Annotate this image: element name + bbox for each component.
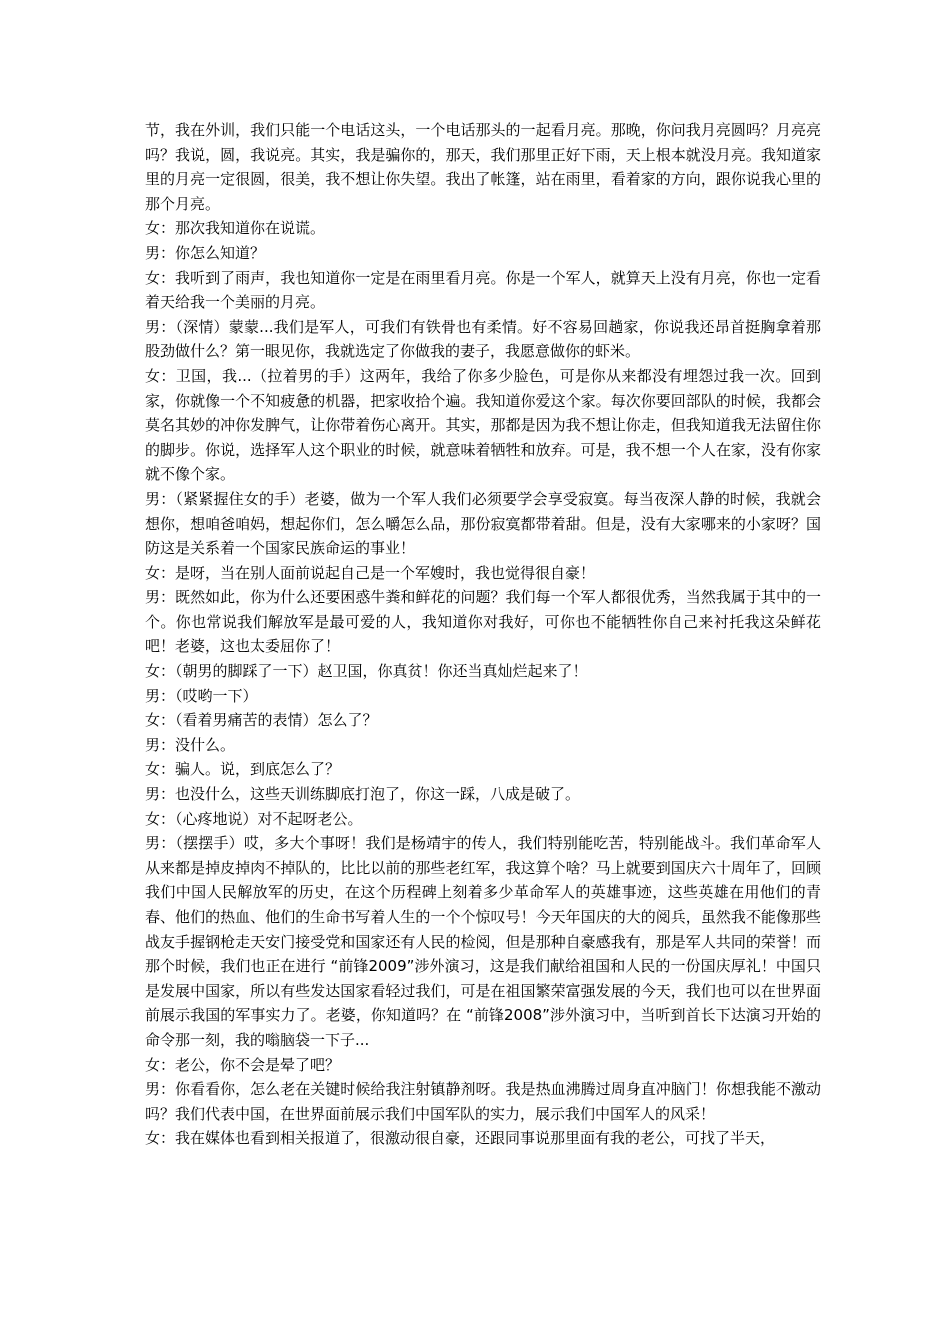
paragraph-12: 女：（看着男痛苦的表情）怎么了？ (145, 711, 378, 730)
paragraph-18: 女：老公，你不会是晕了吧？ (145, 1055, 341, 1074)
paragraph-3: 男：你怎么知道？ (145, 243, 266, 262)
paragraph-7: 男：（紧紧握住女的手）老婆，做为一个军人我们必须要学会享受寂寞。每当夜深人静的时候，我就会想你，想咱爸咱妈，想起你们，怎么嚼怎么品，那份寂寞都带着甜。但是，没有大家哪来的小家呀？国防这是关系着一个国家民族命运的事业！ (145, 489, 821, 558)
paragraph-5: 男：（深情）蒙蒙...我们是军人，可我们有铁骨也有柔情。好不容易回趟家，你说我还昂首挺胸拿着那股劲做什么？第一眼见你，我就选定了你做我的妻子，我愿意做你的虾米。 (145, 317, 821, 361)
paragraph-1: 节，我在外训，我们只能一个电话这头，一个电话那头的一起看月亮。那晚，你问我月亮圆吗？月亮亮吗？我说，圆，我说亮。其实，我是骗你的，那天，我们那里正好下雨，天上根本就没月亮。我知道家里的月亮一定很圆，很美，我不想让你失望。我出了帐篷，站在雨里，看着家的方向，跟你说我心里的那个月亮。 (145, 121, 821, 213)
paragraph-20: 女：我在媒体也看到相关报道了，很激动很自豪，还跟同事说那里面有我的老公，可找了半天， (145, 1129, 776, 1148)
paragraph-15: 男：也没什么，这些天训练脚底打泡了，你这一踩，八成是破了。 (145, 785, 581, 804)
paragraph-2: 女：那次我知道你在说谎。 (145, 219, 326, 238)
paragraph-17: 男：（摆摆手）哎，多大个事呀！我们是杨靖宇的传人，我们特别能吃苦，特别能战斗。我们革命军人从来都是掉皮掉肉不掉队的，比比以前的那些老红军，我这算个啥？马上就要到国庆六十周年了，回顾我们中国人民解放军的历史，在这个历程碑上刻着多少革命军人的英雄事迹，这些英雄在用他们的青春、他们的热血、他们的生命书写着人生的一个个惊叹号！今天年国庆的大的阅兵，虽然我不能像那些战友手握钢枪走天安门接受党和国家还有人民的检阅，但是那种自豪感我有，那是军人共同的荣誉！而那个时候，我们也正在进行 “前锋2009”涉外演习，这是我们献给祖国和人民的一份国庆厚礼！中国只是发展中国家，所以有些发达国家看轻过我们，可是在祖国繁荣富强发展的今天，我们也可以在世界面前展示我国的军事实力了。老婆，你知道吗？在 “前锋2008”涉外演习中，当听到首长下达演习开始的命令那一刻，我的嗡脑袋一下子... (145, 834, 821, 1049)
paragraph-13: 男：没什么。 (145, 735, 236, 754)
paragraph-10: 女：（朝男的脚踩了一下）赵卫国，你真贫！你还当真灿烂起来了！ (145, 662, 588, 681)
paragraph-4: 女：我听到了雨声，我也知道你一定是在雨里看月亮。你是一个军人，就算天上没有月亮，你也一定看着天给我一个美丽的月亮。 (145, 268, 821, 312)
document-page (145, 118, 821, 1151)
paragraph-19: 男：你看看你，怎么老在关键时候给我注射镇静剂呀。我是热血沸腾过周身直冲脑门！你想我能不激动吗？我们代表中国，在世界面前展示我们中国军队的实力，展示我们中国军人的风采！ (145, 1080, 821, 1123)
paragraph-14: 女：骗人。说，到底怎么了？ (145, 760, 341, 779)
paragraph-6: 女：卫国，我...（拉着男的手）这两年，我给了你多少脸色，可是你从来都没有埋怨过我一次。回到家，你就像一个不知疲惫的机器，把家收拾个遍。我知道你爱这个家。每次你要回部队的时候，我都会莫名其妙的冲你发脾气，让你带着伤心离开。其实，那都是因为我不想让你走，但我知道我无法留住你的脚步。你说，选择军人这个职业的时候，就意味着牺牲和放弃。可是，我不想一个人在家，没有你家就不像个家。 (145, 366, 821, 484)
paragraph-8: 女：是呀，当在别人面前说起自己是一个军嫂时，我也觉得很自豪！ (145, 563, 596, 582)
paragraph-11: 男：（哎哟一下） (145, 686, 258, 705)
paragraph-16: 女：（心疼地说）对不起呀老公。 (145, 809, 363, 828)
paragraph-9: 男：既然如此，你为什么还要困惑牛粪和鲜花的问题？我们每一个军人都很优秀，当然我属于其中的一个。你也常说我们解放军是最可爱的人，我知道你对我好，可你也不能牺牲你自己来衬托我这朵鲜花吧！老婆，这也太委屈你了！ (145, 588, 821, 656)
